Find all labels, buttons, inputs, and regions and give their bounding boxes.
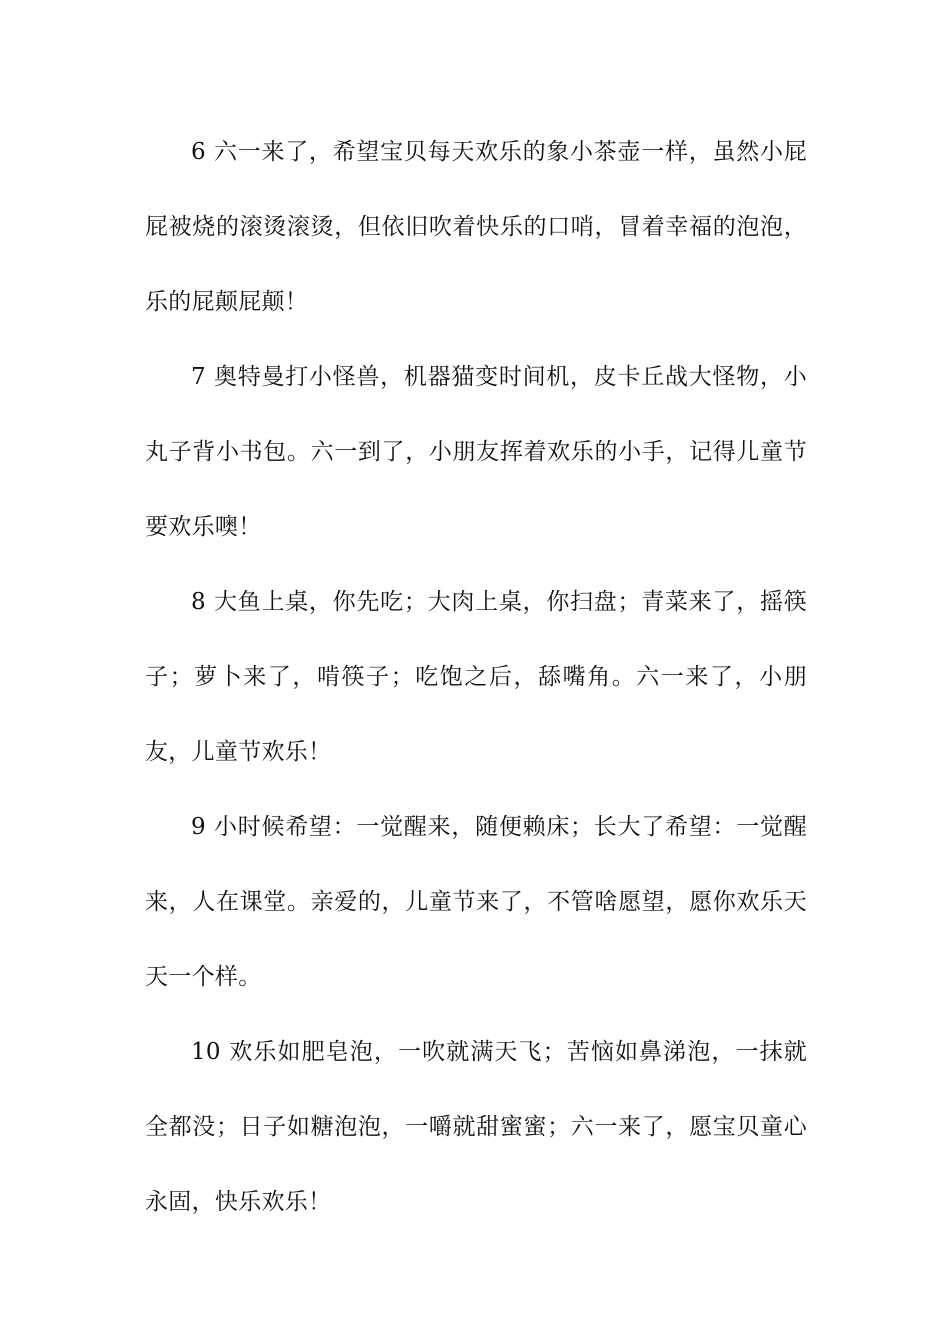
paragraph-6: 6 六一来了，希望宝贝每天欢乐的象小茶壶一样，虽然小屁屁被烧的滚烫滚烫，但依旧吹着快乐的口哨，冒着幸福的泡泡，乐的屁颠屁颠！ — [145, 139, 807, 315]
document-body — [145, 115, 807, 1240]
paragraph-9: 9 小时候希望：一觉醒来，随便赖床；长大了希望：一觉醒来，人在课堂。亲爱的，儿童节来了，不管啥愿望，愿你欢乐天天一个样。 — [145, 814, 807, 990]
paragraph-10: 10 欢乐如肥皂泡，一吹就满天飞；苦恼如鼻涕泡，一抹就全都没；日子如糖泡泡，一嚼就甜蜜蜜；六一来了，愿宝贝童心永固，快乐欢乐！ — [145, 1039, 807, 1215]
paragraph-7: 7 奥特曼打小怪兽，机器猫变时间机，皮卡丘战大怪物，小丸子背小书包。六一到了，小朋友挥着欢乐的小手，记得儿童节要欢乐噢！ — [145, 364, 807, 540]
paragraph-8: 8 大鱼上桌，你先吃；大肉上桌，你扫盘；青菜来了，摇筷子；萝卜来了，啃筷子；吃饱之后，舔嘴角。六一来了，小朋友，儿童节欢乐！ — [145, 589, 807, 765]
